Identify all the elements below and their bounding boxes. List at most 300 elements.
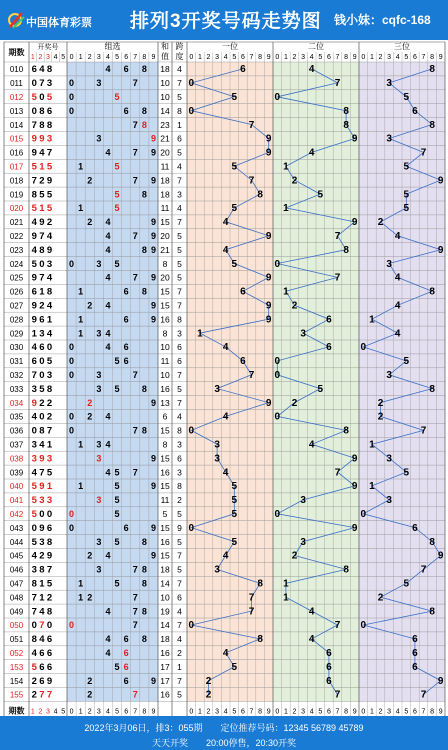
footer-digit: 7 xyxy=(335,708,340,716)
position-digit: 6 xyxy=(326,342,332,354)
position-digit: 9 xyxy=(351,453,358,465)
sum-value: 10 xyxy=(160,342,170,353)
header-draw-digit: 1 xyxy=(30,54,35,61)
group-digit: 0 xyxy=(69,620,75,631)
draw-digit: 1 xyxy=(39,161,45,173)
position-digit: 4 xyxy=(222,411,229,423)
draw-digit: 9 xyxy=(39,481,45,493)
group-digit: 2 xyxy=(87,411,93,422)
position-digit: 9 xyxy=(265,147,272,159)
footer-digit: 7 xyxy=(421,708,426,716)
group-digit: 9 xyxy=(150,133,156,144)
position-digit: 3 xyxy=(214,453,220,465)
sum-value: 15 xyxy=(160,425,170,436)
sum-value: 15 xyxy=(160,217,170,228)
position-digit: 3 xyxy=(386,369,392,381)
period-label: 046 xyxy=(9,565,24,575)
draw-digit: 3 xyxy=(46,369,53,381)
draw-digit: 4 xyxy=(31,647,37,659)
span-value: 5 xyxy=(177,508,182,519)
group-digit: 9 xyxy=(150,675,156,686)
sum-value: 20 xyxy=(160,230,170,241)
footer-digit: 4 xyxy=(309,708,314,716)
span-value: 5 xyxy=(177,383,182,394)
footer-digit: 1 xyxy=(197,708,202,716)
draw-digit: 5 xyxy=(46,161,53,173)
draw-digit: 0 xyxy=(39,258,45,270)
draw-digit: 3 xyxy=(46,133,53,145)
draw-digit: 7 xyxy=(39,620,45,632)
draw-digit: 1 xyxy=(39,286,45,298)
draw-digit: 7 xyxy=(46,564,53,576)
span-value: 3 xyxy=(177,439,182,450)
period-label: 025 xyxy=(9,273,24,283)
group-digit: 4 xyxy=(105,411,111,422)
position-digit: 8 xyxy=(257,578,263,590)
span-value: 9 xyxy=(177,522,182,533)
group-digit: 8 xyxy=(141,286,147,297)
sum-value: 15 xyxy=(160,453,170,464)
header-draw-digit: 3 xyxy=(46,54,50,61)
header-pos2: 二位 xyxy=(308,42,324,51)
period-label: 037 xyxy=(9,440,24,450)
position-digit: 6 xyxy=(412,634,418,646)
group-digit: 3 xyxy=(96,369,102,380)
position-digit: 5 xyxy=(231,495,238,507)
group-digit: 0 xyxy=(69,78,75,89)
footer-digit: 9 xyxy=(151,708,156,716)
draw-digit: 0 xyxy=(46,342,53,354)
header-digit: 0 xyxy=(69,54,74,61)
draw-digit: 3 xyxy=(31,564,37,576)
footer-digit: 2 xyxy=(292,708,297,716)
sum-value: 10 xyxy=(160,91,170,102)
span-value: 8 xyxy=(177,314,182,325)
sum-value: 18 xyxy=(160,564,170,575)
group-digit: 2 xyxy=(87,689,93,700)
sum-value: 20 xyxy=(160,147,170,158)
span-value: 7 xyxy=(177,369,182,380)
position-digit: 5 xyxy=(403,189,410,201)
position-digit: 7 xyxy=(248,119,255,131)
group-digit: 1 xyxy=(78,203,84,214)
group-digit: 4 xyxy=(105,300,111,311)
position-digit: 8 xyxy=(429,286,435,298)
footer-digit: 6 xyxy=(412,708,417,716)
sum-value: 16 xyxy=(160,689,170,700)
position-digit: 5 xyxy=(231,258,238,270)
sum-value: 21 xyxy=(160,244,170,255)
period-label: 043 xyxy=(9,523,24,533)
period-label: 028 xyxy=(9,315,24,325)
draw-digit: 9 xyxy=(31,314,37,326)
header-group: 组选 xyxy=(104,42,121,51)
sum-value: 10 xyxy=(160,369,170,380)
sum-value: 16 xyxy=(160,647,170,658)
position-digit: 6 xyxy=(326,661,332,673)
header-digit: 9 xyxy=(352,54,357,61)
period-label: 034 xyxy=(9,398,24,408)
draw-digit: 8 xyxy=(46,536,53,548)
sum-value: 13 xyxy=(160,397,170,408)
group-digit: 5 xyxy=(114,91,120,102)
draw-digit: 2 xyxy=(31,675,37,687)
draw-digit: 5 xyxy=(46,203,53,215)
draw-digit: 0 xyxy=(39,369,45,381)
span-value: 4 xyxy=(177,161,182,172)
draw-digit: 7 xyxy=(39,689,45,701)
group-digit: 8 xyxy=(141,536,147,547)
sum-value: 18 xyxy=(160,634,170,645)
draw-digit: 6 xyxy=(39,647,45,659)
draw-digit: 8 xyxy=(46,64,53,76)
draw-digit: 3 xyxy=(46,495,53,507)
header-digit: 2 xyxy=(87,54,92,61)
draw-digit: 7 xyxy=(39,272,45,284)
group-digit: 5 xyxy=(114,508,120,519)
footer-digit: 4 xyxy=(395,708,400,716)
period-label: 039 xyxy=(9,468,24,478)
position-digit: 8 xyxy=(257,189,263,201)
sum-value: 20 xyxy=(160,272,170,283)
period-label: 155 xyxy=(9,690,24,700)
footer-digit: 2 xyxy=(378,708,383,716)
position-digit: 9 xyxy=(265,397,272,409)
position-digit: 1 xyxy=(283,286,289,298)
group-digit: 9 xyxy=(150,453,156,464)
position-digit: 5 xyxy=(231,661,238,673)
header-period: 期数 xyxy=(8,48,25,57)
header-digit: 5 xyxy=(404,54,409,61)
draw-digit: 7 xyxy=(31,175,37,187)
group-digit: 4 xyxy=(105,634,111,645)
group-digit: 5 xyxy=(114,189,120,200)
draw-digit: 1 xyxy=(46,314,53,326)
sum-value: 10 xyxy=(160,78,170,89)
position-digit: 2 xyxy=(377,411,384,423)
draw-digit: 3 xyxy=(39,536,45,548)
position-digit: 5 xyxy=(231,536,238,548)
sum-value: 15 xyxy=(160,522,170,533)
position-digit: 9 xyxy=(265,314,272,326)
period-label: 040 xyxy=(9,482,24,492)
position-digit: 9 xyxy=(437,550,444,562)
span-value: 2 xyxy=(177,495,182,506)
position-digit: 0 xyxy=(274,369,281,381)
group-digit: 2 xyxy=(87,675,93,686)
span-value: 6 xyxy=(177,592,182,603)
group-digit: 5 xyxy=(114,258,120,269)
draw-digit: 3 xyxy=(46,453,53,465)
draw-digit: 7 xyxy=(39,467,45,479)
position-digit: 2 xyxy=(291,397,298,409)
position-digit: 5 xyxy=(403,91,410,103)
group-digit: 7 xyxy=(132,272,138,283)
group-digit: 9 xyxy=(150,397,156,408)
group-digit: 1 xyxy=(78,286,84,297)
group-digit: 3 xyxy=(96,453,102,464)
draw-digit: 4 xyxy=(46,328,53,340)
span-value: 6 xyxy=(177,356,182,367)
position-digit: 4 xyxy=(308,439,315,451)
group-digit: 6 xyxy=(123,647,129,658)
draw-digit: 6 xyxy=(39,314,45,326)
draw-digit: 5 xyxy=(31,481,37,493)
position-digit: 7 xyxy=(420,564,427,576)
group-digit: 5 xyxy=(114,383,120,394)
position-digit: 7 xyxy=(248,592,255,604)
position-digit: 6 xyxy=(240,356,246,368)
draw-digit: 8 xyxy=(46,383,53,395)
position-digit: 9 xyxy=(437,675,444,687)
position-digit: 2 xyxy=(291,550,298,562)
draw-digit: 7 xyxy=(46,147,53,159)
footer-digit: 6 xyxy=(326,708,331,716)
footer-digit: 0 xyxy=(189,708,194,716)
position-digit: 9 xyxy=(351,217,358,229)
group-digit: 8 xyxy=(141,606,147,617)
group-digit: 7 xyxy=(132,119,138,130)
group-digit: 9 xyxy=(150,481,156,492)
group-digit: 4 xyxy=(105,439,111,450)
group-digit: 4 xyxy=(105,230,111,241)
position-digit: 3 xyxy=(386,133,392,145)
period-label: 027 xyxy=(9,301,24,311)
group-digit: 6 xyxy=(123,314,129,325)
position-digit: 1 xyxy=(283,578,289,590)
sum-value: 16 xyxy=(160,467,170,478)
draw-digit: 5 xyxy=(46,467,53,479)
period-label: 024 xyxy=(9,259,24,269)
position-digit: 4 xyxy=(222,467,229,479)
position-digit: 8 xyxy=(429,383,435,395)
header-digit: 1 xyxy=(78,54,83,61)
group-digit: 8 xyxy=(141,244,147,255)
draw-digit: 2 xyxy=(39,397,45,409)
span-value: 6 xyxy=(177,133,182,144)
group-digit: 1 xyxy=(78,439,84,450)
header-span: 跨 xyxy=(175,42,184,51)
draw-digit: 6 xyxy=(31,286,37,298)
period-label: 033 xyxy=(9,384,24,394)
position-digit: 9 xyxy=(265,300,272,312)
footer-digit: 0 xyxy=(275,708,280,716)
footer-digit: 8 xyxy=(258,708,263,716)
period-label: 016 xyxy=(9,148,24,158)
draw-digit: 4 xyxy=(39,147,45,159)
draw-digit: 4 xyxy=(31,411,37,423)
span-value: 5 xyxy=(177,536,182,547)
header-digit: 4 xyxy=(395,54,400,61)
group-digit: 1 xyxy=(78,592,84,603)
group-digit: 9 xyxy=(150,217,156,228)
position-digit: 4 xyxy=(308,634,315,646)
position-digit: 4 xyxy=(394,300,401,312)
span-value: 7 xyxy=(177,578,182,589)
draw-digit: 4 xyxy=(31,342,37,354)
period-label: 014 xyxy=(9,120,24,130)
header-digit: 7 xyxy=(249,54,254,61)
draw-digit: 9 xyxy=(31,133,37,145)
draw-digit: 7 xyxy=(31,606,37,618)
group-digit: 0 xyxy=(69,258,75,269)
group-digit: 5 xyxy=(114,661,120,672)
period-label: 015 xyxy=(9,134,24,144)
draw-digit: 3 xyxy=(39,495,45,507)
header-digit: 2 xyxy=(378,54,383,61)
footer-digit: 0 xyxy=(361,708,366,716)
group-digit: 4 xyxy=(105,272,111,283)
group-digit: 7 xyxy=(132,689,138,700)
header-draw-digit: 4 xyxy=(53,54,58,61)
draw-digit: 1 xyxy=(39,203,45,215)
draw-digit: 8 xyxy=(39,244,45,256)
draw-digit: 7 xyxy=(39,230,45,242)
draw-digit: 6 xyxy=(39,342,45,354)
position-digit: 6 xyxy=(240,286,246,298)
header-digit: 3 xyxy=(215,54,220,61)
draw-digit: 0 xyxy=(31,522,37,534)
draw-digit: 4 xyxy=(31,217,37,229)
position-digit: 1 xyxy=(197,328,203,340)
draw-digit: 5 xyxy=(46,91,53,103)
draw-digit: 6 xyxy=(31,356,37,368)
group-digit: 6 xyxy=(123,675,129,686)
draw-digit: 3 xyxy=(46,78,53,90)
group-digit: 5 xyxy=(114,203,120,214)
draw-digit: 7 xyxy=(46,425,53,437)
draw-digit: 5 xyxy=(31,258,37,270)
header-digit: 4 xyxy=(105,54,110,61)
footer-digit: 2 xyxy=(87,708,92,716)
group-digit: 9 xyxy=(150,147,156,158)
position-digit: 0 xyxy=(274,258,281,270)
group-digit: 2 xyxy=(87,300,93,311)
header-digit: 2 xyxy=(292,54,297,61)
span-value: 7 xyxy=(177,217,182,228)
draw-digit: 4 xyxy=(31,467,37,479)
header-draw-digit: 5 xyxy=(61,54,66,61)
position-digit: 1 xyxy=(283,161,289,173)
draw-digit: 9 xyxy=(39,522,45,534)
position-digit: 1 xyxy=(283,592,289,604)
draw-digit: 5 xyxy=(46,578,53,590)
draw-digit: 0 xyxy=(31,620,37,632)
span-value: 8 xyxy=(177,481,182,492)
group-digit: 6 xyxy=(123,634,129,645)
sum-value: 11 xyxy=(160,161,170,172)
group-digit: 3 xyxy=(96,258,102,269)
period-label: 022 xyxy=(9,231,24,241)
period-label: 030 xyxy=(9,343,24,353)
position-digit: 4 xyxy=(308,606,315,618)
draw-digit: 0 xyxy=(39,356,45,368)
period-label: 051 xyxy=(9,635,24,645)
draw-digit: 1 xyxy=(46,481,53,493)
position-digit: 5 xyxy=(403,356,410,368)
group-digit: 7 xyxy=(132,592,138,603)
footer-digit: 7 xyxy=(133,708,138,716)
sum-value: 17 xyxy=(160,675,170,686)
draw-digit: 9 xyxy=(39,217,45,229)
position-digit: 4 xyxy=(222,647,229,659)
position-digit: 2 xyxy=(377,397,384,409)
group-digit: 4 xyxy=(105,64,111,75)
position-digit: 7 xyxy=(334,230,341,242)
span-value: 5 xyxy=(177,272,182,283)
position-digit: 9 xyxy=(351,481,358,493)
draw-digit: 9 xyxy=(31,300,37,312)
position-digit: 5 xyxy=(231,91,238,103)
draw-digit: 9 xyxy=(31,397,37,409)
brand-name: 中国体育彩票 xyxy=(26,17,92,29)
position-digit: 3 xyxy=(214,383,220,395)
group-digit: 5 xyxy=(114,578,120,589)
draw-digit: 2 xyxy=(46,397,53,409)
draw-digit: 9 xyxy=(31,147,37,159)
span-value: 3 xyxy=(177,189,182,200)
draw-digit: 6 xyxy=(39,661,45,673)
draw-digit: 0 xyxy=(31,105,37,117)
draw-digit: 8 xyxy=(39,119,45,131)
sum-value: 17 xyxy=(160,661,170,672)
group-digit: 6 xyxy=(123,105,129,116)
period-label: 020 xyxy=(9,204,24,214)
draw-digit: 3 xyxy=(39,328,45,340)
header-digit: 3 xyxy=(301,54,306,61)
draw-digit: 1 xyxy=(39,578,45,590)
draw-digit: 2 xyxy=(46,411,53,423)
header-digit: 0 xyxy=(361,54,366,61)
header-digit: 1 xyxy=(197,54,202,61)
position-digit: 6 xyxy=(240,64,246,76)
span-value: 7 xyxy=(177,397,182,408)
page-title: 排列3开奖号码走势图 xyxy=(130,11,322,32)
sum-value: 16 xyxy=(160,536,170,547)
span-value: 2 xyxy=(177,647,182,658)
draw-digit: 4 xyxy=(46,272,53,284)
span-value: 5 xyxy=(177,147,182,158)
group-digit: 3 xyxy=(96,78,102,89)
span-value: 3 xyxy=(177,328,182,339)
position-digit: 5 xyxy=(403,467,410,479)
group-digit: 0 xyxy=(69,425,75,436)
draw-digit: 6 xyxy=(46,661,53,673)
group-digit: 2 xyxy=(87,175,93,186)
position-digit: 1 xyxy=(369,481,375,493)
position-digit: 4 xyxy=(394,230,401,242)
draw-digit: 2 xyxy=(31,689,37,701)
draw-digit: 8 xyxy=(31,578,37,590)
position-digit: 7 xyxy=(334,272,341,284)
group-digit: 8 xyxy=(141,189,147,200)
footer-digit: 3 xyxy=(301,708,306,716)
position-digit: 9 xyxy=(351,522,358,534)
header-digit: 6 xyxy=(412,54,417,61)
span-value: 7 xyxy=(177,286,182,297)
position-digit: 4 xyxy=(308,147,315,159)
group-digit: 1 xyxy=(78,481,84,492)
position-digit: 9 xyxy=(265,133,272,145)
position-digit: 7 xyxy=(420,425,427,437)
group-digit: 1 xyxy=(78,314,84,325)
period-label: 050 xyxy=(9,621,24,631)
sum-value: 5 xyxy=(162,508,168,519)
draw-digit: 2 xyxy=(39,300,45,312)
footer-digit: 3 xyxy=(215,708,220,716)
sum-value: 14 xyxy=(160,620,170,631)
trend-table xyxy=(0,40,448,716)
